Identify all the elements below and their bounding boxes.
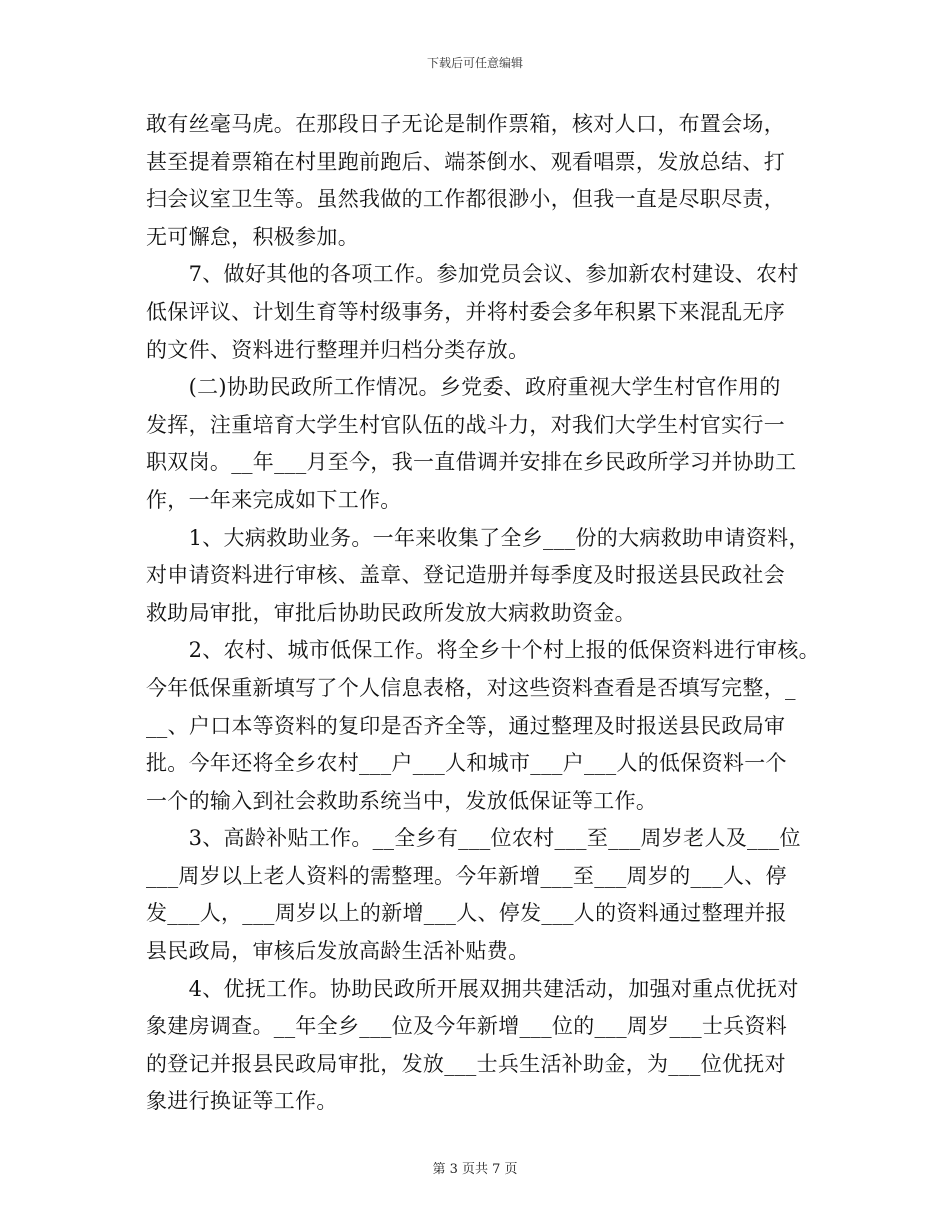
paragraph-2: 7、做好其他的各项工作。参加党员会议、参加新农村建设、农村 低保评议、计划生育等村级事务，并将村委会多年积累下来混乱无序 的文件、资料进行整理并归档分类存放。: [146, 262, 799, 362]
paragraph-3: (二)协助民政所工作情况。乡党委、政府重视大学生村官作用的 发挥，注重培育大学生村官队伍的战斗力，对我们大学生村官实行一 职双岗。__年___月至今，我一直借调并安排在乡民政所学习并协助工 作，一年来完成如下工作。: [146, 375, 797, 512]
page-header-note: 下载后可任意编辑: [426, 56, 523, 70]
paragraph-7: 4、优抚工作。协助民政所开展双拥共建活动，加强对重点优抚对 象建房调查。__年全乡___位及今年新增___位的___周岁___士兵资料 的登记并报县民政局审批，发放___士兵生活补助金，为___位优抚对 象进行换证等工作。: [146, 976, 799, 1114]
paragraph-6: 3、高龄补贴工作。__全乡有___位农村___至___周岁老人及___位 ___周岁以上老人资料的需整理。今年新增___至___周岁的___人、停 发___人，___周岁以上的新增___人、停发___人的资料通过整理并报 县民政局，审核后发放高龄生活补贴费。: [146, 826, 801, 964]
paragraph-4: 1、大病救助业务。一年来收集了全乡___份的大病救助申请资料， 对申请资料进行审核、盖章、登记造册并每季度及时报送县民政社会 救助局审批，审批后协助民政所发放大病救助资金。: [146, 525, 810, 625]
document-body: [146, 106, 830, 1121]
paragraph-5: 2、农村、城市低保工作。将全乡十个村上报的低保资料进行审核。 今年低保重新填写了个人信息表格，对这些资料查看是否填写完整，_ __、户口本等资料的复印是否齐全等，通过整理及时报送县民政局审 批。今年还将全乡农村___户___人和城市___户___人的低保资料一个 一个的输入到社会救助系统当中，发放低保证等工作。: [146, 638, 820, 813]
page-number: 第 3 页共 7 页: [432, 1162, 518, 1177]
paragraph-1: 敢有丝毫马虎。在那段日子无论是制作票箱，核对人口，布置会场， 甚至提着票箱在村里跑前跑后、端茶倒水、观看唱票，发放总结、打 扫会议室卫生等。虽然我做的工作都很渺小，但我一直是尽职尽责， 无可懈怠，积极参加。: [146, 112, 785, 249]
